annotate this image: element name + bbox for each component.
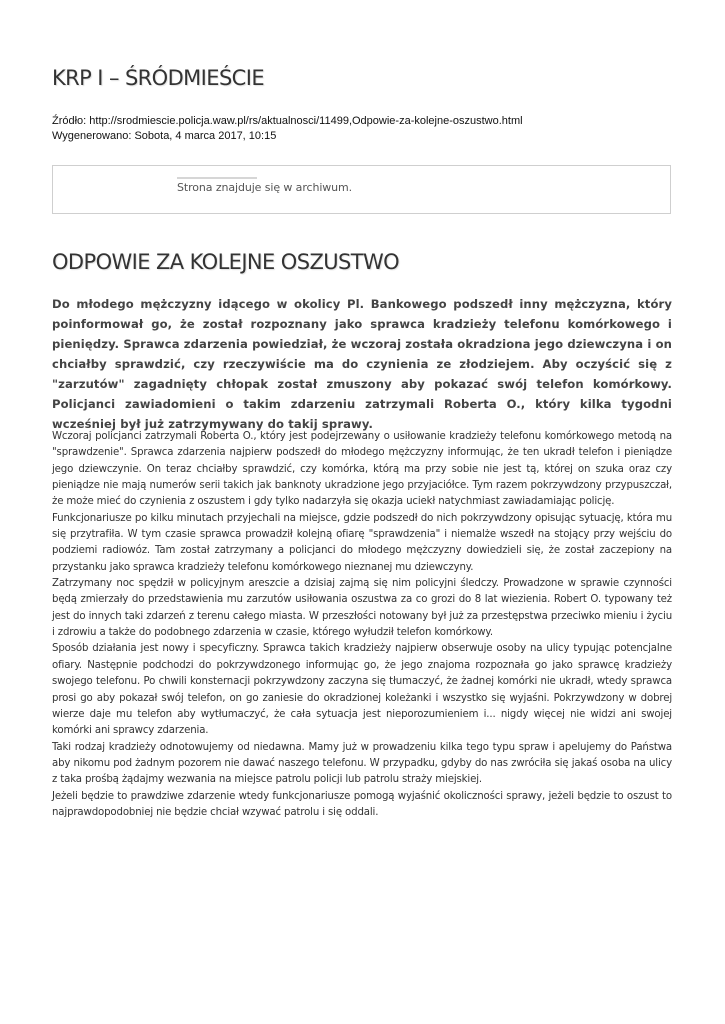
article-paragraph: Sposób działania jest nowy i specyficzny. Sprawca takich kradzieży najpierw obserwuje osoby na ulicy typując potencjalne ofiary. Następnie podchodzi do pokrzywdzonego informując go, że jego znajoma rozpoznała go jako sprawcę kradzieży swojego telefonu. Po chwili konsternacji pokrzywdzony zaczyna się tłumaczyć, że żadnej komórki nie ukradł, wtedy sprawca prosi go aby pokazał swój telefon, on go zaniesie do okradzionej koleżanki i wszystko się wyjaśni. Pokrzywdzony w dobrej wierze daje mu telefon aby wytłumaczyć, że cała sytuacja jest nieporozumieniem i... nigdy więcej nie widzi ani swojej komórki ani sprawcy zdarzenia.: [52, 643, 672, 737]
site-title: KRP I – ŚRÓDMIEŚCIE: [52, 66, 265, 90]
generated-line: Wygenerowano: Sobota, 4 marca 2017, 10:15: [52, 130, 277, 142]
article-lead: Do młodego mężczyzny idącego w okolicy Pl. Bankowego podszedł inny mężczyzna, który poinformował go, że został rozpoznany jako sprawca kradzieży telefonu komórkowego i pieniędzy. Sprawca zdarzenia powiedział, że wczoraj została okradziona jego dziewczyna i on chciałby sprawdzić, czy rzeczywiście ma do czynienia ze złodziejem. Aby oczyścić się z "zarzutów" zagadnięty chłopak został zmuszony aby pokazać swój telefon komórkowy. Policjanci zawiadomieni o takim zdarzeniu zatrzymali Roberta O., który kilka tygodni wcześniej był już zatrzymywany do takij sprawy.: [52, 297, 672, 431]
article-paragraph: Wczoraj policjanci zatrzymali Roberta O., który jest podejrzewany o usiłowanie kradzieży telefonu komórkowego metodą na "sprawdzenie". Sprawca zdarzenia najpierw podszedł do młodego mężczyzny informując, że ten ukradł telefon i pieniądze jego dziewczynie. On teraz chciałby sprawdzić, czy komórka, którą ma przy sobie nie jest tą, której on szuka oraz czy pieniądze nie mają numerów serii takich jak banknoty ukradzione jego przyjaciółce. Tym razem pokrzywdzony przypuszczał, że może mieć do czynienia z oszustem i gdy tylko nadarzyła się okazja uciekł natychmiast zawiadamiając policję.: [52, 431, 672, 508]
archive-notice-box: [52, 165, 671, 214]
article-title: ODPOWIE ZA KOLEJNE OSZUSTWO: [52, 250, 400, 274]
article-body: [52, 429, 672, 821]
article-paragraph: Jeżeli będzie to prawdziwe zdarzenie wtedy funkcjonariusze pomogą wyjaśnić okoliczności sprawy, jeżeli będzie to oszust to najprawdopodobniej nie będzie chciał wzywać patrolu i się oddali.: [52, 790, 672, 818]
article-paragraph: Zatrzymany noc spędził w policyjnym areszcie a dzisiaj zajmą się nim policyjni śledczy. Prowadzone w sprawie czynności będą zmierzały do przedstawienia mu zarzutów usiłowania oszustwa za co grozi do 8 lat wiezienia. Robert O. typowany też jest do innych taki zdarzeń z terenu całego miasta. W przeszłości notowany był już za przestępstwa przeciwko mieniu i życiu i zdrowiu a także do podobnego zdarzenia w czasie, którego wyłudził telefon komórkowy.: [52, 578, 672, 639]
archive-notice: Strona znajduje się w archiwum.: [177, 181, 353, 194]
article-paragraph: Taki rodzaj kradzieży odnotowujemy od niedawna. Mamy już w prowadzeniu kilka tego typu spraw i apelujemy do Państwa aby nikomu pod żadnym pozorem nie dawać naszego telefonu. W przypadku, gdyby do nas zwróciła się jakaś osoba na ulicy z taka prośbą żądajmy wezwania na miejsce patrolu policji lub patrolu straży miejskiej.: [52, 741, 672, 786]
document-meta: [52, 114, 523, 144]
archive-notice-rule: [177, 177, 257, 179]
article-paragraph: Funkcjonariusze po kilku minutach przyjechali na miejsce, gdzie podszedł do nich pokrzywdzony opisując sytuację, która mu się przytrafiła. W tym czasie sprawca prowadził kolejną ofiarę "sprawdzenia" i niemalże wszedł na stojący przy wejściu do podziemi radiowóz. Tam został zatrzymany a policjanci do młodego mężczyzny dowiedzieli się, że został zaczepiony na przystanku jako sprawca kradzieży telefonu komórkowego nieznanej mu dziewczyny.: [52, 512, 672, 573]
source-line: Źródło: http://srodmiescie.policja.waw.pl/rs/aktualnosci/11499,Odpowie-za-kolejne-oszustwo.html: [52, 115, 523, 127]
